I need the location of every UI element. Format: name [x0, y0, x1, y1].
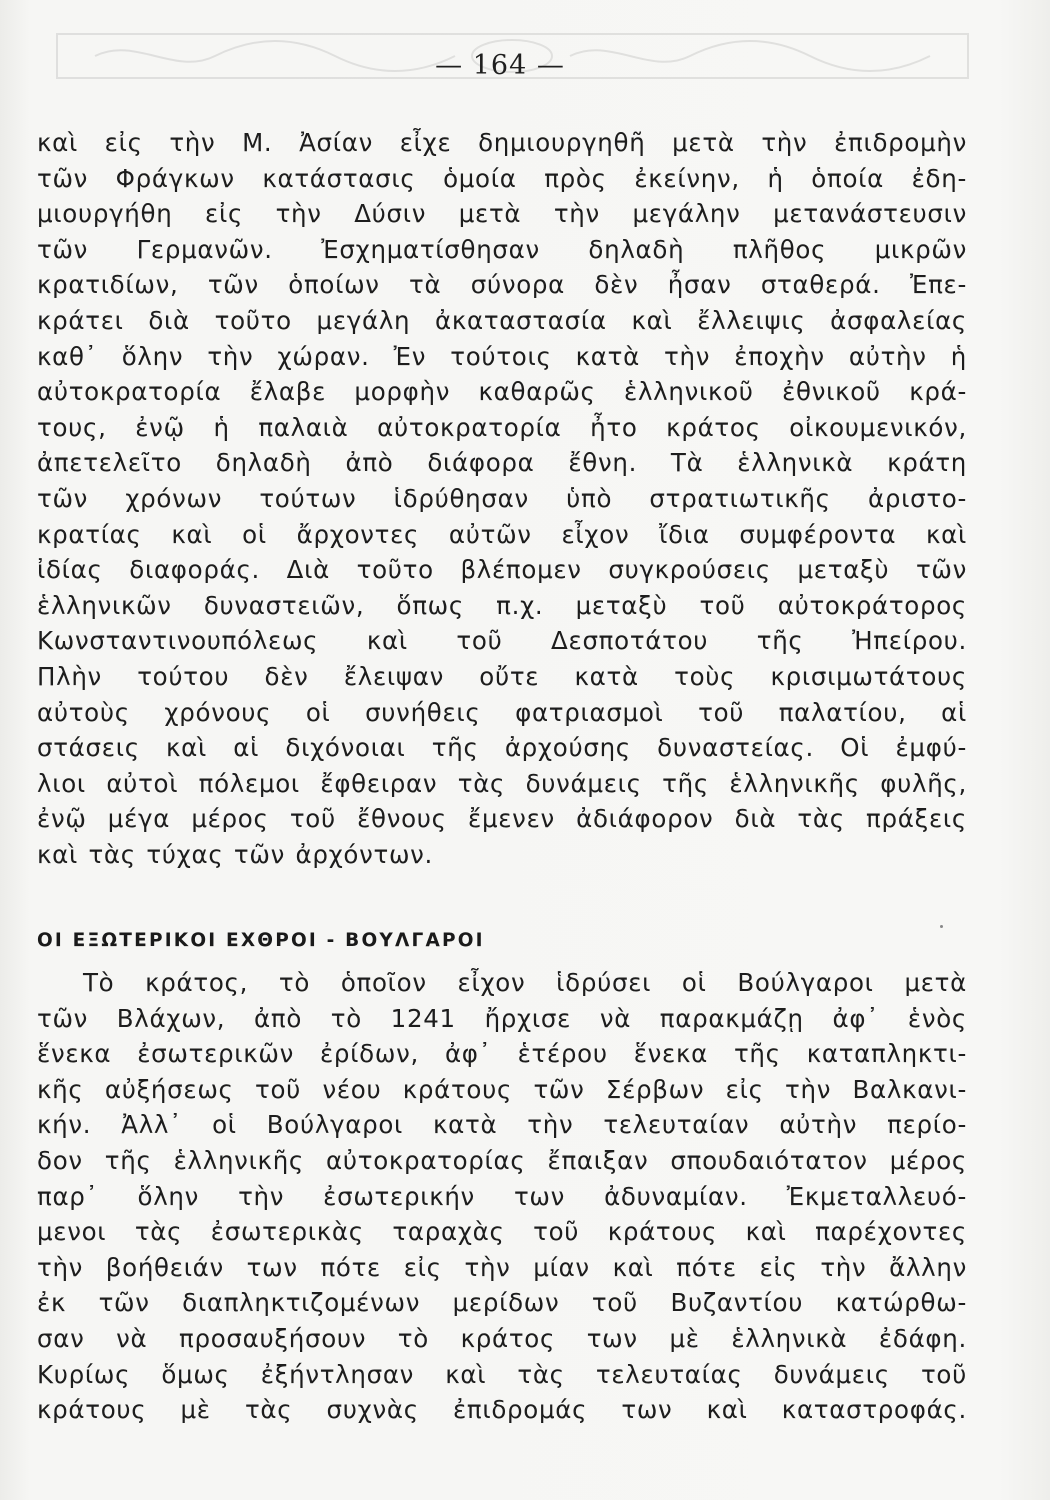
- text-line: τῶν Γερμανῶν. Ἐσχηματίσθησαν δηλαδὴ πλῆθος μικρῶν: [37, 234, 967, 264]
- text-line: στάσεις καὶ αἱ διχόνοιαι τῆς ἀρχούσης δυναστείας. Οἱ ἐμφύ-: [37, 733, 967, 763]
- text-line: κήν. Ἀλλ᾽ οἱ Βούλγαροι κατὰ τὴν τελευταίαν αὐτὴν περίο-: [37, 1110, 967, 1140]
- text-line: δον τῆς ἑλληνικῆς αὐτοκρατορίας ἔπαιξαν σπουδαιότατον μέρος: [37, 1145, 967, 1175]
- text-line: Τὸ κράτος, τὸ ὁποῖον εἶχον ἱδρύσει οἱ Βούλγαροι μετὰ: [83, 968, 967, 997]
- text-line: τους, ἐνῷ ἡ παλαιὰ αὐτοκρατορία ἦτο κράτος οἰκουμενικόν,: [37, 412, 967, 442]
- text-line: παρ᾽ ὅλην τὴν ἐσωτερικήν των ἀδυναμίαν. Ἐκμεταλλευό-: [37, 1181, 967, 1211]
- stray-ink-dot: [940, 925, 943, 928]
- text-line: κράτει διὰ τοῦτο μεγάλη ἀκαταστασία καὶ ἔλλειψις ἀσφαλείας: [37, 305, 967, 335]
- page-number: — 164 —: [435, 50, 565, 81]
- text-line: ἀπετελεῖτο δηλαδὴ ἀπὸ διάφορα ἔθνη. Τὰ ἑλληνικὰ κράτη: [37, 448, 967, 478]
- text-line: κῆς αὐξήσεως τοῦ νέου κράτους τῶν Σέρβων εἰς τὴν Βαλκανι-: [37, 1074, 967, 1104]
- paragraph-2: [37, 965, 967, 1428]
- text-line: λιοι αὐτοὶ πόλεμοι ἔφθειραν τὰς δυνάμεις τῆς ἑλληνικῆς φυλῆς,: [37, 768, 967, 798]
- text-line: ἑλληνικῶν δυναστειῶν, ὅπως π.χ. μεταξὺ τοῦ αὐτοκράτορος: [37, 590, 967, 620]
- text-line: ἐνῷ μέγα μέρος τοῦ ἔθνους ἔμενεν ἀδιάφορον διὰ τὰς πράξεις: [37, 804, 967, 834]
- text-line: αὐτοὺς χρόνους οἱ συνήθεις φατριασμοὶ τοῦ παλατίου, αἱ: [37, 697, 967, 727]
- paragraph-1: [37, 125, 967, 872]
- text-line: κρατίας καὶ οἱ ἄρχοντες αὐτῶν εἶχον ἴδια συμφέροντα καὶ: [37, 519, 967, 549]
- text-line: μιουργήθη εἰς τὴν Δύσιν μετὰ τὴν μεγάλην μετανάστευσιν: [37, 199, 967, 229]
- text-line: τὴν βοήθειάν των πότε εἰς τὴν μίαν καὶ πότε εἰς τὴν ἄλλην: [37, 1252, 967, 1282]
- text-line: Κυρίως ὅμως ἐξήντλησαν καὶ τὰς τελευταίας δυνάμεις τοῦ: [37, 1359, 967, 1389]
- text-line: ἐκ τῶν διαπληκτιζομένων μερίδων τοῦ Βυζαντίου κατώρθω-: [37, 1288, 967, 1318]
- text-line: μενοι τὰς ἐσωτερικὰς ταραχὰς τοῦ κράτους καὶ παρέχοντες: [37, 1217, 967, 1247]
- text-line: ἰδίας διαφοράς. Διὰ τοῦτο βλέπομεν συγκρούσεις μεταξὺ τῶν: [37, 555, 967, 585]
- text-line: Κωνσταντινουπόλεως καὶ τοῦ Δεσποτάτου τῆς Ἠπείρου.: [37, 626, 967, 656]
- text-line: τῶν Βλάχων, ἀπὸ τὸ 1241 ἤρχισε νὰ παρακμάζῃ ἀφ᾽ ἑνὸς: [37, 1003, 967, 1033]
- text-line: κρατιδίων, τῶν ὁποίων τὰ σύνορα δὲν ἦσαν σταθερά. Ἐπε-: [37, 270, 967, 300]
- text-line: τῶν Φράγκων κατάστασις ὁμοία πρὸς ἐκείνην, ἡ ὁποία ἐδη-: [37, 163, 967, 193]
- text-line: Πλὴν τούτου δὲν ἔλειψαν οὔτε κατὰ τοὺς κρισιμωτάτους: [37, 661, 967, 691]
- text-line: τῶν χρόνων τούτων ἱδρύθησαν ὑπὸ στρατιωτικῆς ἀριστο-: [37, 483, 967, 513]
- text-line: καθ᾽ ὅλην τὴν χώραν. Ἐν τούτοις κατὰ τὴν ἐποχὴν αὐτὴν ἡ: [37, 341, 967, 371]
- text-line: σαν νὰ προσαυξήσουν τὸ κράτος των μὲ ἑλληνικὰ ἐδάφη.: [37, 1323, 967, 1353]
- text-line: ἕνεκα ἐσωτερικῶν ἐρίδων, ἀφ᾽ ἑτέρου ἕνεκα τῆς καταπληκτι-: [37, 1039, 967, 1069]
- section-heading: ΟΙ ΕΞΩΤΕΡΙΚΟΙ ΕΧΘΡΟΙ - ΒΟΥΛΓΑΡΟΙ: [37, 930, 485, 951]
- text-line: αὐτοκρατορία ἔλαβε μορφὴν καθαρῶς ἑλληνικοῦ ἐθνικοῦ κρά-: [37, 377, 967, 407]
- text-line: καὶ εἰς τὴν Μ. Ἀσίαν εἶχε δημιουργηθῆ μετὰ τὴν ἐπιδρομὴν: [37, 128, 967, 157]
- text-line: καὶ τὰς τύχας τῶν ἀρχόντων.: [37, 839, 434, 869]
- text-line: κράτους μὲ τὰς συχνὰς ἐπιδρομάς των καὶ καταστροφάς.: [37, 1395, 967, 1425]
